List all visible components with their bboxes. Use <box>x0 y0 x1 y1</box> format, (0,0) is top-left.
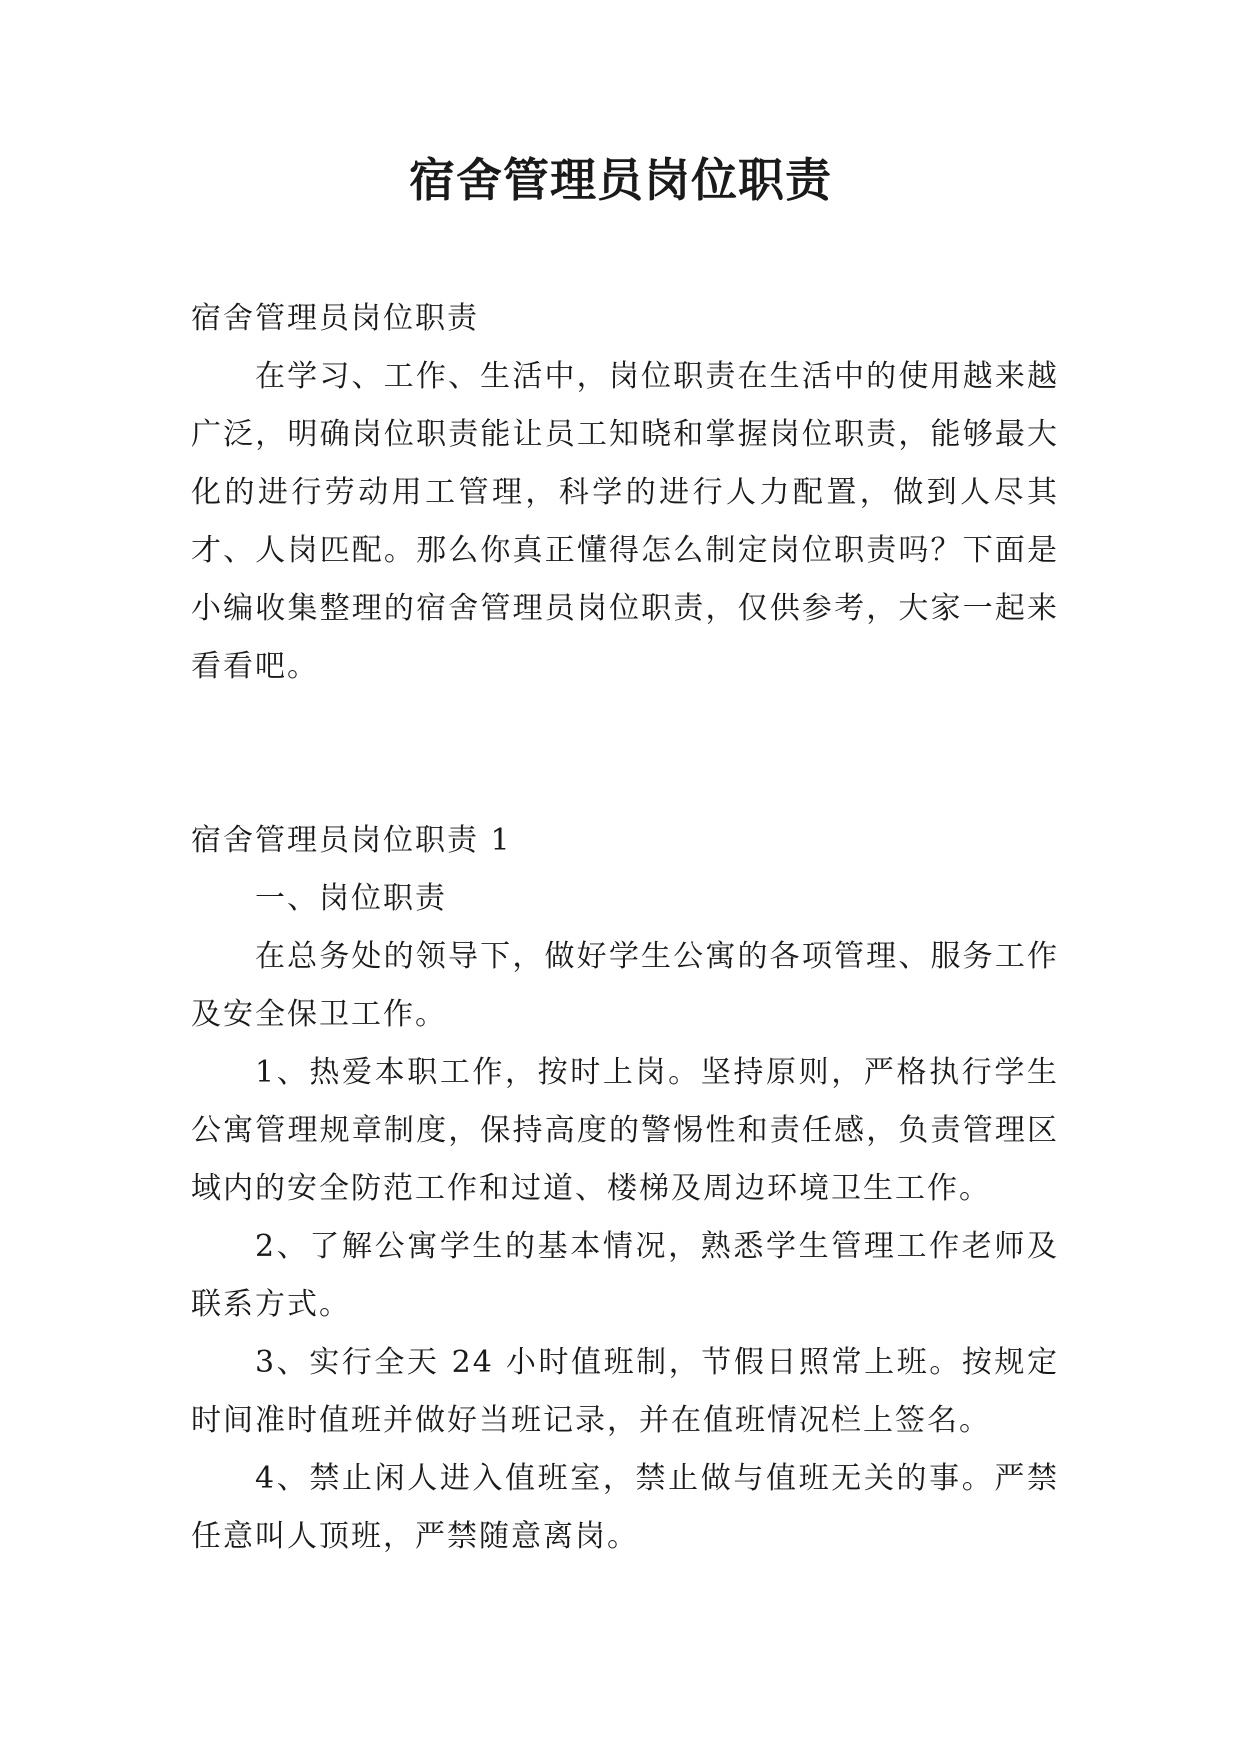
section-gap <box>191 696 1059 812</box>
list-item: 4、禁止闲人进入值班室，禁止做与值班无关的事。严禁任意叫人顶班，严禁随意离岗。 <box>191 1461 1059 1554</box>
list-item: 1、热爱本职工作，按时上岗。坚持原则，严格执行学生公寓管理规章制度，保持高度的警惕性和责任感，负责管理区域内的安全防范工作和过道、楼梯及周边环境卫生工作。 <box>191 1055 1059 1206</box>
list-item: 2、了解公寓学生的基本情况，熟悉学生管理工作老师及联系方式。 <box>191 1229 1059 1322</box>
list-item: 3、实行全天 24 小时值班制，节假日照常上班。按规定时间准时值班并做好当班记录，并在值班情况栏上签名。 <box>191 1345 1059 1438</box>
document-body <box>191 290 1059 1566</box>
intro-heading: 宿舍管理员岗位职责 <box>191 301 479 336</box>
paragraph: 在总务处的领导下，做好学生公寓的各项管理、服务工作及安全保卫工作。 <box>191 939 1059 1032</box>
subsection-heading: 一、岗位职责 <box>255 881 447 916</box>
section-heading: 宿舍管理员岗位职责 1 <box>191 823 512 858</box>
document-title: 宿舍管理员岗位职责 <box>409 153 832 207</box>
intro-paragraph: 在学习、工作、生活中，岗位职责在生活中的使用越来越广泛，明确岗位职责能让员工知晓和掌握岗位职责，能够最大化的进行劳动用工管理，科学的进行人力配置，做到人尽其才、人岗匹配。那么你真正懂得怎么制定岗位职责吗？下面是小编收集整理的宿舍管理员岗位职责，仅供参考，大家一起来看看吧。 <box>191 359 1059 684</box>
